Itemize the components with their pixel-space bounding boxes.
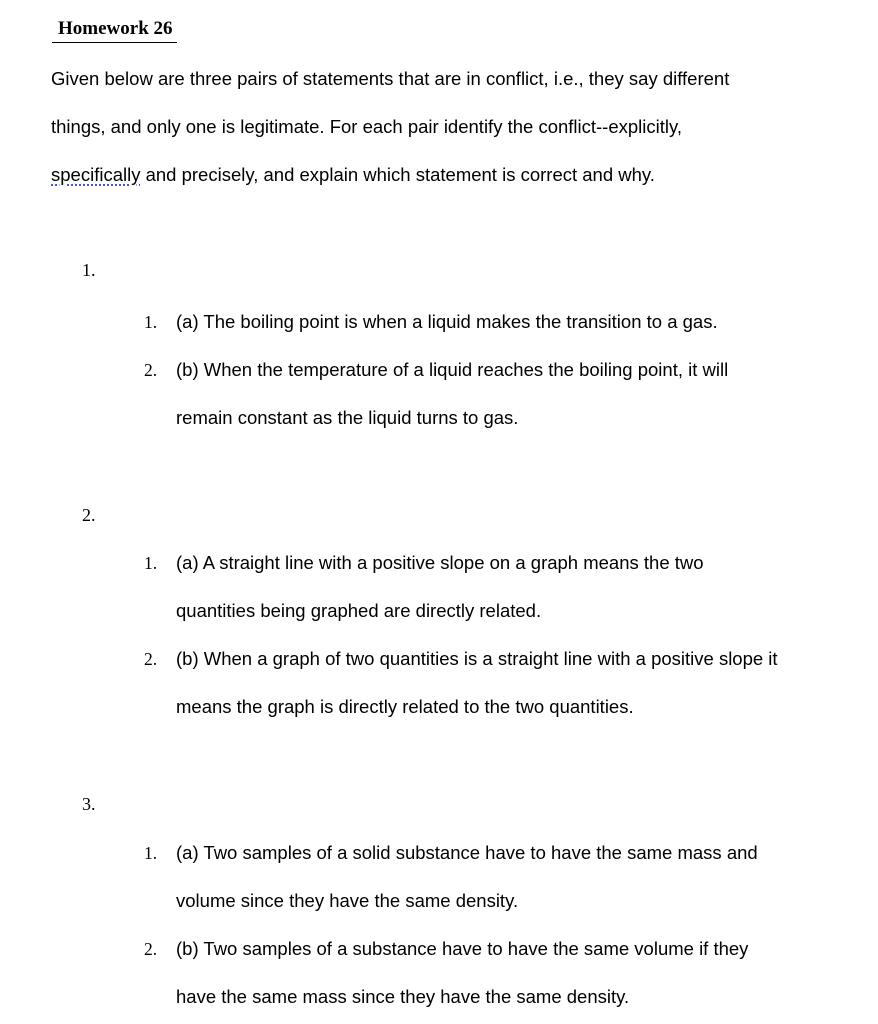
intro-line-3 bbox=[51, 163, 841, 187]
statement-line: (b) Two samples of a substance have to have the same volume if they bbox=[176, 938, 749, 959]
pair-number: 2. bbox=[82, 505, 96, 525]
statement-line: quantities being graphed are directly related. bbox=[176, 600, 542, 621]
statement-number: 1. bbox=[144, 553, 158, 573]
statement-number: 1. bbox=[144, 312, 158, 332]
statement-number: 2. bbox=[144, 360, 158, 380]
pair-number: 1. bbox=[82, 260, 96, 280]
intro-line-3-rest: and precisely, and explain which statement is correct and why. bbox=[140, 164, 655, 185]
statement-line: remain constant as the liquid turns to gas. bbox=[176, 407, 519, 428]
statement-line: have the same mass since they have the same density. bbox=[176, 986, 630, 1007]
pair-number: 3. bbox=[82, 794, 96, 814]
statement-line: (b) When a graph of two quantities is a straight line with a positive slope it bbox=[176, 648, 778, 669]
intro-line-2: things, and only one is legitimate. For each pair identify the conflict--explicitly, bbox=[51, 116, 683, 137]
intro-line-1: Given below are three pairs of statements that are in conflict, i.e., they say different bbox=[51, 68, 730, 89]
statement-line: (b) When the temperature of a liquid reaches the boiling point, it will bbox=[176, 359, 729, 380]
statement-number: 2. bbox=[144, 939, 158, 959]
statement-number: 2. bbox=[144, 649, 158, 669]
statement-line: means the graph is directly related to the two quantities. bbox=[176, 696, 634, 717]
statement-number: 1. bbox=[144, 843, 158, 863]
statement-line: (a) Two samples of a solid substance have to have the same mass and bbox=[176, 842, 758, 863]
statement-line: (a) A straight line with a positive slope on a graph means the two bbox=[176, 552, 704, 573]
statement-line: (a) The boiling point is when a liquid makes the transition to a gas. bbox=[176, 311, 718, 332]
page-title: Homework 26 bbox=[52, 16, 177, 43]
spellcheck-flagged-word: specifically bbox=[51, 164, 141, 185]
statement-line: volume since they have the same density. bbox=[176, 890, 519, 911]
